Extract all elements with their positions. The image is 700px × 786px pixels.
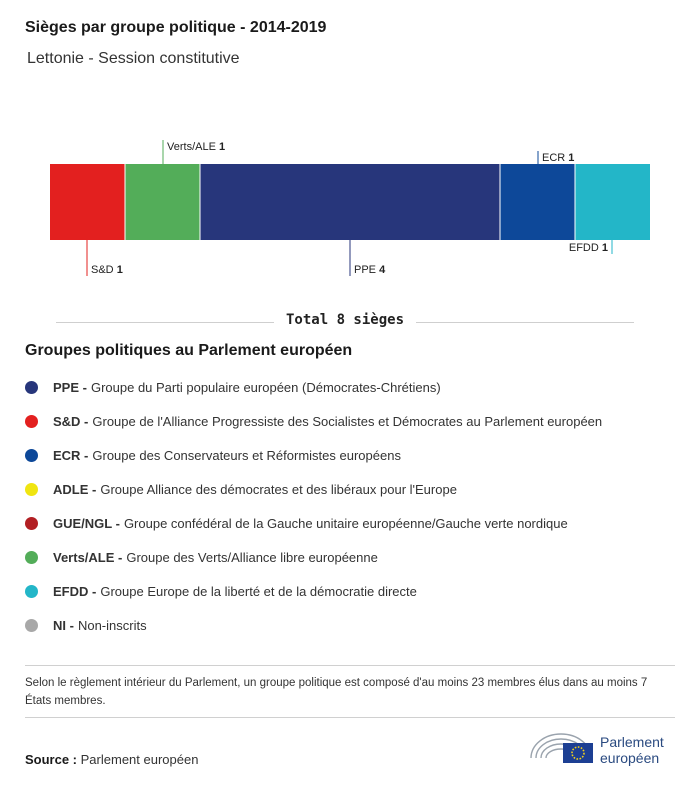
legend-abbr: NI - <box>53 617 74 633</box>
legend-item <box>25 506 602 540</box>
legend-item <box>25 472 602 506</box>
legend-abbr: ECR - <box>53 447 89 463</box>
legend-abbr: ADLE - <box>53 481 97 497</box>
legend-desc: Groupe Europe de la liberté et de la démocratie directe <box>100 583 417 599</box>
legend-dot-icon <box>25 551 38 564</box>
bar-label: S&D 1 <box>91 264 123 276</box>
legend-item <box>25 404 602 438</box>
bar-segment <box>500 164 575 240</box>
source-value: Parlement européen <box>80 752 199 767</box>
legend-desc: Groupe des Verts/Alliance libre européenne <box>126 549 378 565</box>
legend-abbr: Verts/ALE - <box>53 549 123 565</box>
logo-line1: Parlement <box>600 734 664 750</box>
source-label: Source : <box>25 752 78 767</box>
total-seats <box>56 311 634 333</box>
legend-abbr: EFDD - <box>53 583 97 599</box>
legend-desc: Groupe des Conservateurs et Réformistes européens <box>92 447 401 463</box>
legend-abbr: PPE - <box>53 379 87 395</box>
bar-label: PPE 4 <box>354 264 386 276</box>
legend-abbr: GUE/NGL - <box>53 515 120 531</box>
legend-item <box>25 608 602 642</box>
legend-dot-icon <box>25 449 38 462</box>
legend-title: Groupes politiques au Parlement européen <box>25 342 353 359</box>
logo-wordmark <box>600 734 664 766</box>
seat-bar-chart <box>0 120 700 285</box>
bar-segment <box>200 164 500 240</box>
legend-desc: Non-inscrits <box>77 617 147 633</box>
bar-label: EFDD 1 <box>568 242 608 254</box>
chart-title: Sièges par groupe politique - 2014-2019 <box>25 19 327 36</box>
legend-abbr: S&D - <box>53 413 89 429</box>
legend-item <box>25 540 602 574</box>
source-line <box>25 752 198 767</box>
legend-item <box>25 370 602 404</box>
bar-label: ECR 1 <box>542 152 575 164</box>
bar-segment <box>575 164 650 240</box>
total-label: Total 8 sièges <box>274 312 416 328</box>
legend-desc: Groupe Alliance des démocrates et des libéraux pour l'Europe <box>100 481 457 497</box>
parliament-logo-icon <box>529 728 595 768</box>
bar-segment <box>50 164 125 240</box>
legend-dot-icon <box>25 619 38 632</box>
note-divider-top <box>25 665 675 666</box>
legend-dot-icon <box>25 483 38 496</box>
note-divider-bottom <box>25 717 675 718</box>
legend-desc: Groupe de l'Alliance Progressiste des Socialistes et Démocrates au Parlement européen <box>92 413 603 429</box>
legend-desc: Groupe du Parti populaire européen (Démocrates-Chrétiens) <box>90 379 441 395</box>
legend <box>25 370 602 642</box>
legend-item <box>25 438 602 472</box>
legend-desc: Groupe confédéral de la Gauche unitaire européenne/Gauche verte nordique <box>123 515 568 531</box>
legend-dot-icon <box>25 415 38 428</box>
legend-item <box>25 574 602 608</box>
chart-subtitle: Lettonie - Session constitutive <box>27 50 240 67</box>
bar-segment <box>125 164 200 240</box>
legend-dot-icon <box>25 517 38 530</box>
bar-label: Verts/ALE 1 <box>167 141 226 153</box>
footnote: Selon le règlement intérieur du Parlement, un groupe politique est composé d'au moins 23 membres élus dans au moins 7 États membres. <box>25 677 648 707</box>
legend-dot-icon <box>25 381 38 394</box>
legend-dot-icon <box>25 585 38 598</box>
logo-line2: européen <box>600 750 660 766</box>
